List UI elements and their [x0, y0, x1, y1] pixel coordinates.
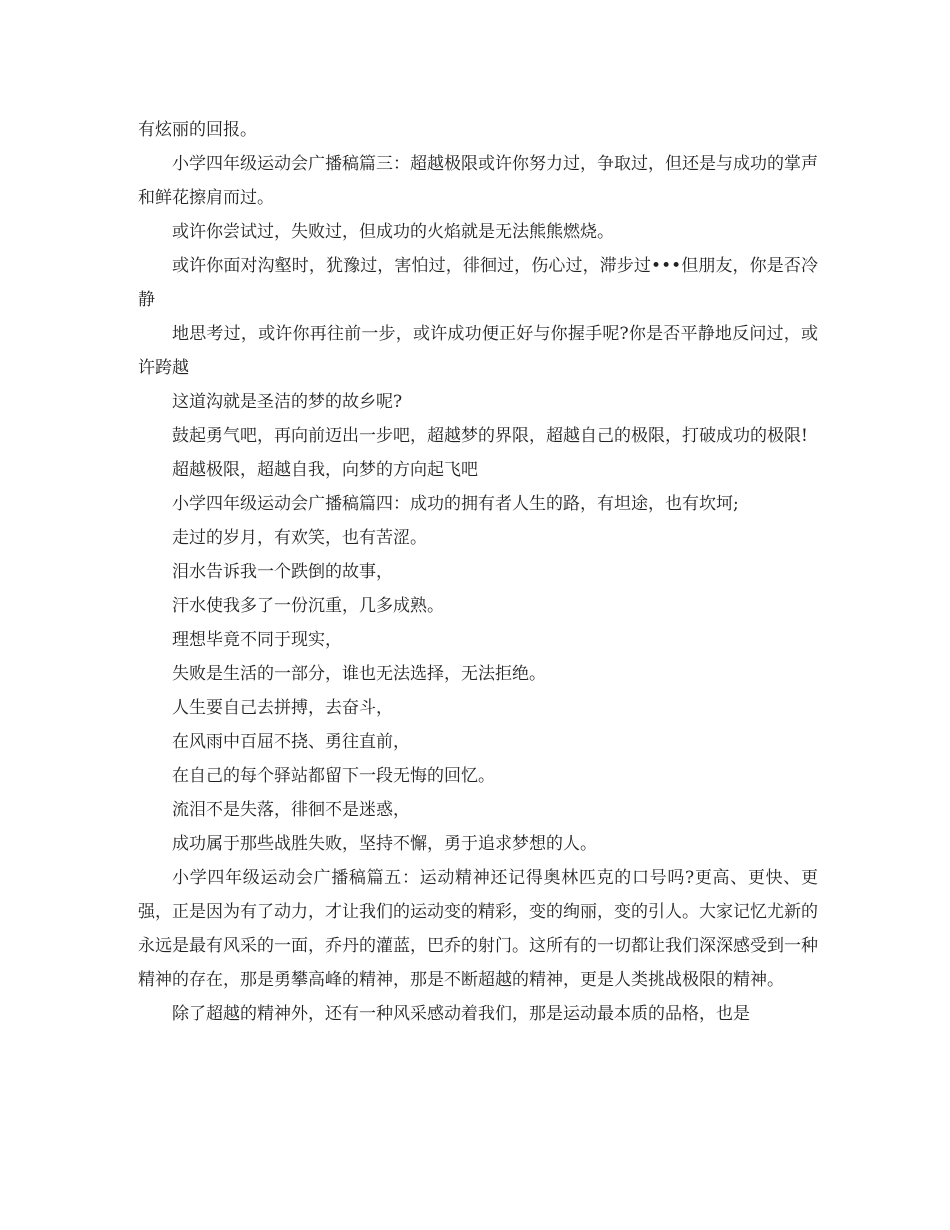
- paragraph: 泪水告诉我一个跌倒的故事，: [172, 562, 393, 582]
- paragraph: 流泪不是失落，徘徊不是迷惑，: [172, 800, 410, 820]
- paragraph: 理想毕竟不同于现实，: [172, 630, 342, 650]
- paragraph: 汗水使我多了一份沉重，几多成熟。: [172, 596, 444, 616]
- paragraph: 超越极限，超越自我，向梦的方向起飞吧: [172, 460, 478, 480]
- paragraph: 小学四年级运动会广播稿篇三：超越极限或许你努力过，争取过，但还是与成功的掌声和鲜花擦肩而过。: [138, 154, 818, 208]
- paragraph: 除了超越的精神外，还有一种风采感动着我们，那是运动最本质的品格，也是: [172, 1004, 750, 1024]
- document-body: [138, 113, 818, 1031]
- paragraph: 地思考过，或许你再往前一步，或许成功便正好与你握手呢?你是否平静地反问过，或许跨越: [138, 324, 818, 378]
- paragraph: 失败是生活的一部分，谁也无法选择，无法拒绝。: [172, 664, 546, 684]
- paragraph: 走过的岁月，有欢笑，也有苦涩。: [172, 528, 427, 548]
- paragraph: 这道沟就是圣洁的梦的故乡呢?: [172, 392, 403, 412]
- paragraph: 在自己的每个驿站都留下一段无悔的回忆。: [172, 766, 495, 786]
- paragraph: 或许你面对沟壑时，犹豫过，害怕过，徘徊过，伤心过，滞步过•••但朋友，你是否冷静: [138, 256, 818, 310]
- paragraph: 鼓起勇气吧，再向前迈出一步吧，超越梦的界限，超越自己的极限，打破成功的极限!: [172, 426, 808, 446]
- paragraph: 成功属于那些战胜失败，坚持不懈，勇于追求梦想的人。: [172, 834, 597, 854]
- paragraph: 在风雨中百屈不挠、勇往直前，: [172, 732, 410, 752]
- paragraph: 小学四年级运动会广播稿篇四：成功的拥有者人生的路，有坦途，也有坎坷;: [172, 494, 739, 514]
- paragraph: 小学四年级运动会广播稿篇五：运动精神还记得奥林匹克的口号吗?更高、更快、更强，正是因为有了动力，才让我们的运动变的精彩，变的绚丽，变的引人。大家记忆尤新的永远是最有风采的一面，乔丹的灌蓝，巴乔的射门。这所有的一切都让我们深深感受到一种精神的存在，那是勇攀高峰的精神，那是不断超越的精神，更是人类挑战极限的精神。: [138, 868, 818, 990]
- paragraph: 有炫丽的回报。: [138, 120, 257, 140]
- paragraph: 人生要自己去拼搏，去奋斗，: [172, 698, 393, 718]
- paragraph: 或许你尝试过，失败过，但成功的火焰就是无法熊熊燃烧。: [172, 222, 614, 242]
